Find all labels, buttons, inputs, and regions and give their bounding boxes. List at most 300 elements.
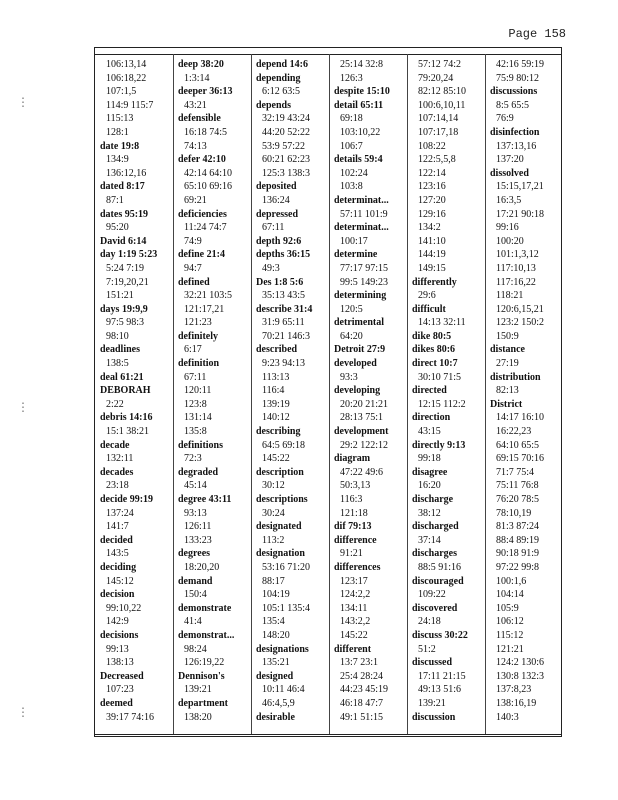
index-page-refs: 120:6,15,21 — [496, 303, 544, 315]
index-page-refs: 76:20 78:5 — [496, 494, 540, 505]
index-headword: discussion — [412, 711, 456, 723]
index-page-refs: 93:3 — [340, 371, 358, 383]
index-page-refs: 130:8 132:3 — [496, 670, 545, 682]
index-page-refs: 105:9 — [496, 602, 519, 614]
index-headword: Decreased — [100, 670, 144, 682]
index-headword: discharges — [412, 548, 457, 560]
index-page-refs: 107:17,18 — [418, 126, 459, 138]
index-page-refs: 115:13 — [106, 113, 134, 125]
index-page-refs: 106:7 — [340, 140, 363, 152]
index-page-refs: 11:24 74:7 — [184, 222, 227, 234]
index-page-refs: 53:9 57:22 — [262, 140, 306, 152]
index-page-refs: 29:6 — [418, 290, 436, 302]
index-page-refs: 30:24 — [262, 507, 285, 519]
index-page-refs: 37:14 — [418, 534, 441, 546]
index-page-refs: 126:19,22 — [184, 657, 225, 669]
index-headword: designated — [256, 521, 302, 533]
index-headword: debris 14:16 — [100, 412, 153, 424]
index-page-refs: 25:14 32:8 — [340, 59, 384, 70]
index-page-refs: 121:18 — [340, 507, 368, 519]
index-page-refs: 108:22 — [418, 140, 446, 152]
index-page-refs: 116:3 — [340, 494, 363, 505]
index-page-refs: 133:23 — [184, 534, 212, 546]
index-page-refs: 99:10,22 — [106, 602, 142, 614]
index-page-refs: 46:18 47:7 — [340, 697, 384, 709]
index-page-refs: 100:20 — [496, 235, 524, 247]
index-page-refs: 99:13 — [106, 643, 129, 655]
index-headword: defer 42:10 — [178, 154, 226, 166]
index-page-refs: 16:3,5 — [496, 194, 522, 206]
index-page-refs: 49:13 51:6 — [418, 684, 462, 696]
index-headword: depend 14:6 — [256, 59, 308, 70]
index-page-refs: 101:1,3,12 — [496, 249, 539, 261]
index-page-refs: 126:11 — [184, 521, 212, 533]
index-page-refs: 95:20 — [106, 222, 129, 234]
index-page-refs: 123:17 — [340, 575, 368, 587]
index-page-refs: 98:24 — [184, 643, 207, 655]
index-page-refs: 49:3 — [262, 262, 280, 274]
index-page-refs: 120:11 — [184, 385, 212, 397]
index-page-refs: 14:13 32:11 — [418, 317, 466, 329]
index-page-refs: 127:20 — [418, 194, 446, 206]
index-page-refs: 13:7 23:1 — [340, 657, 379, 669]
index-headword: define 21:4 — [178, 249, 225, 261]
index-headword: discussions — [490, 86, 538, 98]
index-headword: direction — [412, 412, 451, 424]
index-headword: described — [256, 344, 298, 356]
index-page-refs: 97:22 99:8 — [496, 561, 540, 573]
index-headword: dates 95:19 — [100, 208, 149, 220]
index-page-refs: 32:21 103:5 — [184, 290, 233, 302]
index-page-refs: 120:5 — [340, 303, 363, 315]
index-column-3 — [256, 58, 331, 724]
index-headword: degraded — [178, 466, 218, 478]
index-page-refs: 134:9 — [106, 154, 129, 166]
index-page-refs: 106:13,14 — [106, 59, 147, 70]
index-headword: developing — [334, 385, 381, 397]
index-page-refs: 128:1 — [106, 126, 129, 138]
index-headword: describe 31:4 — [256, 303, 313, 315]
index-headword: depending — [256, 72, 301, 84]
index-page-refs: 69:15 70:16 — [496, 453, 545, 465]
index-page-refs: 15:1 38:21 — [106, 426, 150, 438]
index-headword: diagram — [334, 453, 371, 465]
index-page-refs: 131:14 — [184, 412, 212, 424]
index-page-refs: 30:10 71:5 — [418, 371, 462, 383]
index-page-refs: 20:20 21:21 — [340, 398, 389, 410]
index-page-refs: 126:3 — [340, 72, 363, 84]
index-headword: designed — [256, 670, 294, 682]
index-page-refs: 107:1,5 — [106, 86, 137, 98]
index-page-refs: 106:18,22 — [106, 72, 147, 84]
page-number: Page 158 — [508, 27, 566, 41]
index-headword: demonstrate — [178, 602, 232, 614]
index-page-refs: 151:21 — [106, 290, 134, 302]
index-page-refs: 137:20 — [496, 154, 524, 166]
index-page-refs: 51:2 — [418, 643, 436, 655]
index-headword: defined — [178, 276, 210, 288]
index-page-refs: 123:2 150:2 — [496, 317, 545, 329]
index-page-refs: 32:19 43:24 — [262, 113, 311, 125]
index-page-refs: 64:10 65:5 — [496, 439, 540, 451]
index-page-refs: 2:22 — [106, 398, 124, 410]
bottom-rule — [94, 734, 562, 735]
index-page-refs: 138:13 — [106, 657, 134, 669]
index-headword: discovered — [412, 602, 458, 614]
index-headword: determine — [334, 249, 378, 261]
index-page-refs: 117:16,22 — [496, 276, 536, 288]
index-page-refs: 81:3 87:24 — [496, 521, 540, 533]
index-page-refs: 114:9 115:7 — [106, 99, 154, 111]
index-headword: days 19:9,9 — [100, 303, 148, 315]
index-headword: disinfection — [490, 126, 540, 138]
index-page-refs: 79:20,24 — [418, 72, 454, 84]
index-headword: designation — [256, 548, 305, 560]
index-headword: department — [178, 697, 228, 709]
index-headword: details 59:4 — [334, 154, 383, 166]
index-page-refs: 17:11 21:15 — [418, 670, 466, 682]
index-page-refs: 136:12,16 — [106, 167, 147, 179]
index-headword: description — [256, 466, 304, 478]
index-page-refs: 50:3,13 — [340, 480, 371, 492]
index-page-refs: 47:22 49:6 — [340, 466, 384, 478]
index-page-refs: 138:5 — [106, 358, 129, 370]
index-page-refs: 43:21 — [184, 99, 207, 111]
index-page-refs: 69:18 — [340, 113, 363, 125]
index-headword: dif 79:13 — [334, 521, 372, 533]
index-page-refs: 35:13 43:5 — [262, 290, 306, 302]
index-headword: decided — [100, 534, 133, 546]
index-page-refs: 1:3:14 — [184, 72, 210, 84]
index-page-refs: 104:19 — [262, 589, 290, 601]
index-headword: dissolved — [490, 167, 529, 179]
index-headword: discharged — [412, 521, 459, 533]
index-page-refs: 113:2 — [262, 534, 285, 546]
index-page-refs: 65:10 69:16 — [184, 181, 233, 193]
index-headword: deficiencies — [178, 208, 227, 220]
index-page-refs: 88:17 — [262, 575, 285, 587]
index-page-refs: 107:23 — [106, 684, 134, 696]
index-page-refs: 97:5 98:3 — [106, 317, 145, 329]
index-page-refs: 16:20 — [418, 480, 441, 492]
index-page-refs: 82:13 — [496, 385, 519, 397]
index-page-refs: 94:7 — [184, 262, 202, 274]
index-headword: describing — [256, 426, 301, 438]
index-page-refs: 113:13 — [262, 371, 290, 383]
index-page-refs: 117:10,13 — [496, 262, 536, 274]
index-page-refs: 43:15 — [418, 426, 441, 438]
index-headword: difference — [334, 534, 377, 546]
index-headword: decisions — [100, 629, 139, 641]
index-page-refs: 124:2 130:6 — [496, 657, 545, 669]
index-page-refs: 143:5 — [106, 548, 129, 560]
index-page-refs: 30:12 — [262, 480, 285, 492]
index-headword: disagree — [412, 466, 448, 478]
index-headword: defensible — [178, 113, 221, 125]
index-headword: decide 99:19 — [100, 494, 154, 505]
index-headword: descriptions — [256, 494, 308, 505]
index-page-refs: 9:23 94:13 — [262, 358, 306, 370]
index-headword: depressed — [256, 208, 299, 220]
hole-punch-mark: ⋮ — [17, 95, 29, 109]
index-headword: designations — [256, 643, 309, 655]
index-page-refs: 135:8 — [184, 426, 207, 438]
index-column-4 — [334, 58, 409, 724]
index-page-refs: 121:21 — [496, 643, 524, 655]
index-page-refs: 16:22,23 — [496, 426, 532, 438]
index-page-refs: 6:17 — [184, 344, 202, 356]
index-page-refs: 141:10 — [418, 235, 446, 247]
index-page-refs: 115:12 — [496, 629, 524, 641]
index-page-refs: 67:11 — [184, 371, 207, 383]
index-headword: DEBORAH — [100, 385, 151, 397]
index-headword: developed — [334, 358, 377, 370]
index-headword: detrimental — [334, 317, 384, 329]
index-page-refs: 44:23 45:19 — [340, 684, 389, 696]
index-page-refs: 93:13 — [184, 507, 207, 519]
index-page-refs: 39:17 74:16 — [106, 711, 155, 723]
index-page-refs: 74:13 — [184, 140, 207, 152]
index-page-refs: 141:7 — [106, 521, 129, 533]
index-page-refs: 148:20 — [262, 629, 290, 641]
index-column-1 — [100, 58, 175, 724]
index-page-refs: 88:4 89:19 — [496, 534, 540, 546]
index-page-refs: 104:14 — [496, 589, 524, 601]
index-headword: demonstrat... — [178, 629, 235, 641]
index-page-refs: 135:4 — [262, 616, 285, 628]
index-headword: deep 38:20 — [178, 59, 224, 70]
index-page-refs: 149:15 — [418, 262, 446, 274]
index-page-refs: 71:7 75:4 — [496, 466, 535, 478]
index-page-refs: 64:20 — [340, 330, 363, 342]
index-page-refs: 116:4 — [262, 385, 285, 397]
index-page-refs: 31:9 65:11 — [262, 317, 305, 329]
index-page-refs: 109:22 — [418, 589, 446, 601]
index-headword: deposited — [256, 181, 297, 193]
index-headword: date 19:8 — [100, 140, 140, 152]
index-page-refs: 18:20,20 — [184, 561, 220, 573]
index-headword: development — [334, 426, 389, 438]
index-headword: deadlines — [100, 344, 141, 356]
index-page-refs: 7:19,20,21 — [106, 276, 149, 288]
index-page-refs: 98:10 — [106, 330, 129, 342]
index-page-refs: 125:3 138:3 — [262, 167, 311, 179]
index-page-refs: 145:22 — [262, 453, 290, 465]
index-page-refs: 99:5 149:23 — [340, 276, 389, 288]
index-headword: directly 9:13 — [412, 439, 466, 451]
index-headword: demand — [178, 575, 213, 587]
index-page-refs: 75:9 80:12 — [496, 72, 540, 84]
index-page-refs: 145:22 — [340, 629, 368, 641]
index-page-refs: 137:8,23 — [496, 684, 532, 696]
index-page-refs: 132:11 — [106, 453, 134, 465]
index-page-refs: 25:4 28:24 — [340, 670, 384, 682]
index-page-refs: 24:18 — [418, 616, 441, 628]
index-page-refs: 57:11 101:9 — [340, 208, 388, 220]
index-headword: deemed — [100, 697, 133, 709]
index-headword: distance — [490, 344, 525, 356]
index-page-refs: 75:11 76:8 — [496, 480, 539, 492]
index-page-refs: 12:15 112:2 — [418, 398, 466, 410]
index-page-refs: 49:1 51:15 — [340, 711, 384, 723]
index-headword: depth 92:6 — [256, 235, 302, 247]
index-page-refs: 53:16 71:20 — [262, 561, 311, 573]
index-page-refs: 139:21 — [418, 697, 446, 709]
index-page-refs: 123:8 — [184, 398, 207, 410]
index-headword: determining — [334, 290, 387, 302]
index-headword: definitions — [178, 439, 224, 451]
index-page-refs: 23:18 — [106, 480, 129, 492]
index-page-refs: 134:11 — [340, 602, 368, 614]
index-page-refs: 134:2 — [418, 222, 441, 234]
index-page-refs: 17:21 90:18 — [496, 208, 545, 220]
top-rule — [94, 54, 562, 55]
index-headword: Des 1:8 5:6 — [256, 276, 304, 288]
index-page-refs: 136:24 — [262, 194, 290, 206]
index-page-refs: 145:12 — [106, 575, 134, 587]
index-page-refs: 60:21 62:23 — [262, 154, 311, 166]
index-page-refs: 102:24 — [340, 167, 368, 179]
index-headword: desirable — [256, 711, 295, 723]
index-headword: determinat... — [334, 222, 389, 234]
index-page-refs: 28:13 75:1 — [340, 412, 384, 424]
index-headword: degrees — [178, 548, 211, 560]
index-page-refs: 76:9 — [496, 113, 514, 125]
index-headword: definition — [178, 358, 220, 370]
index-page-refs: 99:18 — [418, 453, 441, 465]
index-page-refs: 121:17,21 — [184, 303, 225, 315]
index-page-refs: 14:17 16:10 — [496, 412, 545, 424]
index-page-refs: 64:5 69:18 — [262, 439, 306, 451]
index-page-refs: 77:17 97:15 — [340, 262, 389, 274]
index-page-refs: 100:1,6 — [496, 575, 527, 587]
index-page-refs: 6:12 63:5 — [262, 86, 301, 98]
index-page-refs: 100:17 — [340, 235, 368, 247]
index-page-refs: 142:9 — [106, 616, 129, 628]
index-page-refs: 27:19 — [496, 358, 519, 370]
index-headword: Dennison's — [178, 670, 225, 682]
index-page-refs: 5:24 7:19 — [106, 262, 145, 274]
index-page-refs: 122:14 — [418, 167, 446, 179]
index-page-refs: 87:1 — [106, 194, 124, 206]
index-page-refs: 140:3 — [496, 711, 519, 723]
index-column-5 — [412, 58, 487, 724]
index-page-refs: 16:18 74:5 — [184, 126, 228, 138]
index-page-refs: 72:3 — [184, 453, 202, 465]
index-headword: District — [490, 398, 523, 410]
index-headword: differences — [334, 561, 381, 573]
index-page-refs: 100:6,10,11 — [418, 99, 466, 111]
index-page-refs: 82:12 85:10 — [418, 86, 467, 98]
index-page-refs: 69:21 — [184, 194, 207, 206]
index-headword: discuss 30:22 — [412, 629, 468, 641]
index-headword: decade — [100, 439, 130, 451]
index-page-refs: 74:9 — [184, 235, 202, 247]
index-page-refs: 107:14,14 — [418, 113, 459, 125]
index-page-refs: 15:15,17,21 — [496, 181, 544, 193]
index-page-refs: 140:12 — [262, 412, 290, 424]
index-page-refs: 41:4 — [184, 616, 202, 628]
index-page-refs: 57:12 74:2 — [418, 59, 462, 70]
index-headword: deal 61:21 — [100, 371, 144, 383]
index-page-refs: 29:2 122:12 — [340, 439, 389, 451]
index-page-refs: 143:2,2 — [340, 616, 371, 628]
index-headword: detail 65:11 — [334, 99, 384, 111]
index-page-refs: 90:18 91:9 — [496, 548, 540, 560]
hole-punch-mark: ⋮ — [17, 705, 29, 719]
index-page-refs: 118:21 — [496, 290, 524, 302]
index-headword: direct 10:7 — [412, 358, 458, 370]
index-headword: day 1:19 5:23 — [100, 249, 158, 261]
index-page-refs: 103:10,22 — [340, 126, 381, 138]
index-headword: discouraged — [412, 575, 464, 587]
index-page-refs: 105:1 135:4 — [262, 602, 311, 614]
index-headword: different — [334, 643, 372, 655]
index-headword: distribution — [490, 371, 541, 383]
index-headword: differently — [412, 276, 457, 288]
index-page-refs: 44:20 52:22 — [262, 126, 311, 138]
index-page-refs: 144:19 — [418, 249, 446, 261]
index-headword: decades — [100, 466, 134, 478]
index-page-refs: 10:11 46:4 — [262, 684, 305, 696]
index-headword: discussed — [412, 657, 453, 669]
index-page-refs: 129:16 — [418, 208, 446, 220]
index-page-refs: 138:16,19 — [496, 697, 537, 709]
hole-punch-mark: ⋮ — [17, 400, 29, 414]
index-page-refs: 70:21 146:3 — [262, 330, 311, 342]
index-headword: deciding — [100, 561, 137, 573]
index-column-6 — [490, 58, 565, 724]
index-column-2 — [178, 58, 253, 724]
index-headword: decision — [100, 589, 135, 601]
index-page-refs: 78:10,19 — [496, 507, 532, 519]
index-headword: definitely — [178, 330, 218, 342]
index-page-refs: 139:21 — [184, 684, 212, 696]
index-headword: despite 15:10 — [334, 86, 390, 98]
index-headword: dated 8:17 — [100, 181, 145, 193]
index-headword: directed — [412, 385, 447, 397]
index-headword: discharge — [412, 494, 454, 505]
index-page-refs: 123:16 — [418, 181, 446, 193]
index-page-refs: 122:5,5,8 — [418, 154, 456, 166]
index-page-refs: 67:11 — [262, 222, 285, 234]
index-headword: David 6:14 — [100, 235, 147, 247]
index-page-refs: 138:20 — [184, 711, 212, 723]
index-page-refs: 8:5 65:5 — [496, 99, 530, 111]
index-page-refs: 45:14 — [184, 480, 207, 492]
index-page-refs: 121:23 — [184, 317, 212, 329]
index-page-refs: 135:21 — [262, 657, 290, 669]
index-headword: determinat... — [334, 194, 389, 206]
index-headword: degree 43:11 — [178, 494, 232, 505]
index-page-refs: 42:16 59:19 — [496, 59, 545, 70]
index-page-refs: 38:12 — [418, 507, 441, 519]
index-page-refs: 103:8 — [340, 181, 363, 193]
index-page-refs: 46:4,5,9 — [262, 697, 295, 709]
index-headword: depends — [256, 99, 292, 111]
index-page-refs: 137:13,16 — [496, 140, 537, 152]
index-page-refs: 137:24 — [106, 507, 134, 519]
index-page-refs: 150:9 — [496, 330, 519, 342]
index-page-refs: 150:4 — [184, 589, 207, 601]
index-headword: Detroit 27:9 — [334, 344, 386, 356]
index-page-refs: 139:19 — [262, 398, 290, 410]
index-page-refs: 42:14 64:10 — [184, 167, 233, 179]
index-page-refs: 124:2,2 — [340, 589, 371, 601]
index-headword: deeper 36:13 — [178, 86, 233, 98]
index-headword: dike 80:5 — [412, 330, 452, 342]
index-page-refs: 88:5 91:16 — [418, 561, 462, 573]
